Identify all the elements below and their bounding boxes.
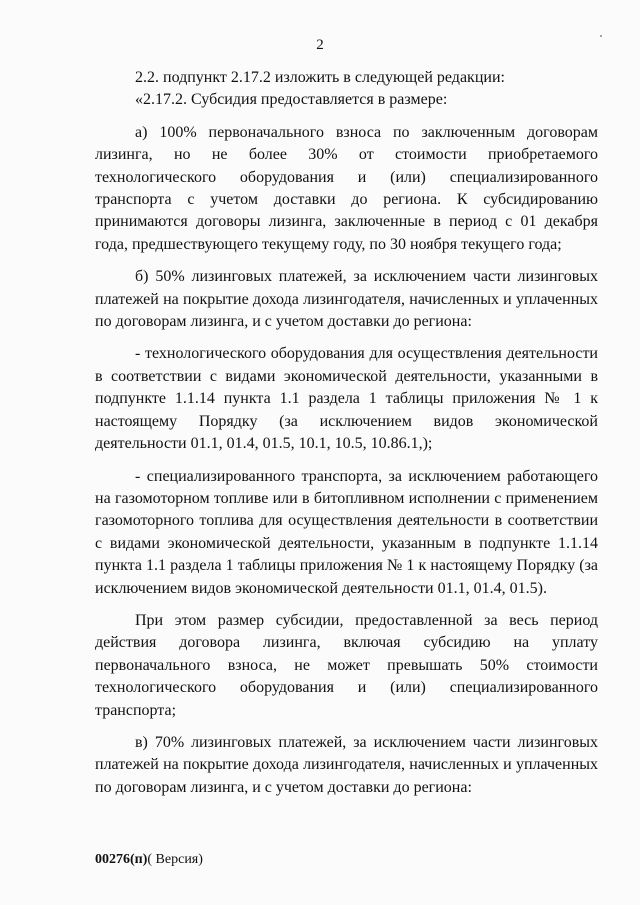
document-body (95, 67, 598, 799)
paragraph-item-a: а) 100% первоначального взноса по заключенным договорам лизинга, но не более 30% от стоимости приобретаемого технологического оборудования и (или) специализированного транспорта с учетом доставки до региона. К субсидированию принимаются договоры лизинга, заключенные в период с 01 декабря года, предшествующего текущему году, по 30 ноября текущего года; (95, 123, 598, 253)
paragraph-bullet-transport: - специализированного транспорта, за исключением работающего на газомоторном топливе или в битопливном исполнении с применением газомоторного топлива для осуществления деятельности в соответствии с видами экономической деятельности, указанным в подпункте 1.1.14 пункта 1.1 раздела 1 таблицы приложения № 1 к настоящему Порядку (за исключением видов экономической деятельности 01.1, 01.4, 01.5). (95, 467, 598, 597)
paragraph-item-b: б) 50% лизинговых платежей, за исключением части лизинговых платежей на покрытие дохода лизингодателя, начисленных и уплаченных по договорам лизинга, и с учетом доставки до региона: (95, 268, 598, 331)
page-number: 2 (316, 37, 324, 53)
document-code: 00276(п) (95, 852, 148, 867)
document-version: ( Версия) (147, 852, 203, 867)
paragraph-limit-note: При этом размер субсидии, предоставленной за весь период действия договора лизинга, включая субсидию на уплату первоначального взноса, не может превышать 50% стоимости технологического оборудования и (или) специализированного транспорта; (95, 611, 598, 719)
scan-speck (600, 35, 602, 37)
paragraph-amendment-intro: 2.2. подпункт 2.17.2 изложить в следующей редакции: (135, 69, 505, 86)
paragraph-bullet-equipment: - технологического оборудования для осуществления деятельности в соответствии с видами экономической деятельности, указанными в подпункте 1.1.14 пункта 1.1 раздела 1 таблицы приложения № 1 к настоящему Порядку (за исключением видов экономической деятельности 01.1, 01.4, 01.5, 10.1, 10.5, 10.86.1,); (95, 345, 598, 453)
paragraph-item-v: в) 70% лизинговых платежей, за исключением части лизинговых платежей на покрытие дохода лизингодателя, начисленных и уплаченных по договорам лизинга, и с учетом доставки до региона: (95, 733, 598, 796)
paragraph-subsidy-heading: «2.17.2. Субсидия предоставляется в размере: (135, 91, 448, 109)
document-footer (95, 852, 203, 868)
